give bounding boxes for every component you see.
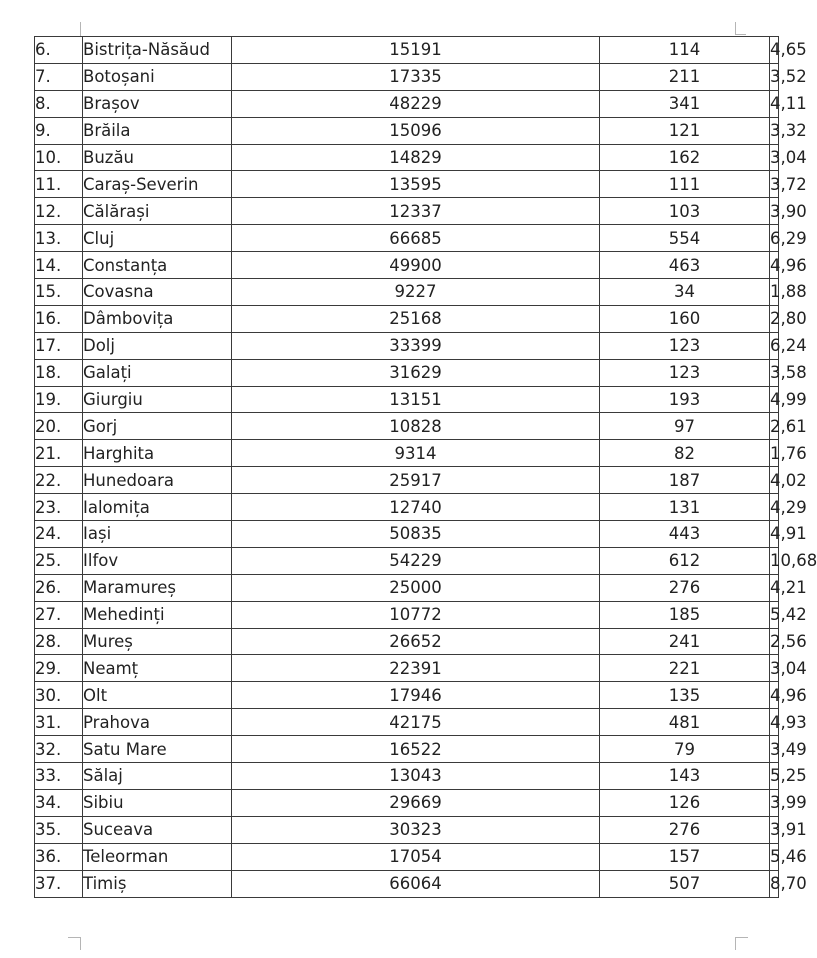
value-1-cell: 31629 (232, 359, 600, 386)
value-3-cell: 3,90 (770, 198, 779, 225)
value-1-cell: 48229 (232, 90, 600, 117)
value-1-cell: 10772 (232, 601, 600, 628)
table-row (35, 843, 779, 870)
value-1-cell: 25917 (232, 467, 600, 494)
value-3-cell: 1,88 (770, 279, 779, 306)
value-1-cell: 17946 (232, 682, 600, 709)
value-2-cell: 211 (600, 63, 770, 90)
page-corner-mark-bottom-right (735, 937, 748, 950)
value-2-cell: 162 (600, 144, 770, 171)
county-name-cell: Brașov (83, 90, 232, 117)
row-number-cell: 7. (35, 63, 83, 90)
county-name-cell: Prahova (83, 709, 232, 736)
value-3-cell: 6,29 (770, 225, 779, 252)
county-name-cell: Iași (83, 521, 232, 548)
county-name-cell: Teleorman (83, 843, 232, 870)
value-2-cell: 131 (600, 494, 770, 521)
county-name-cell: Dolj (83, 332, 232, 359)
table-row (35, 682, 779, 709)
row-number-cell: 36. (35, 843, 83, 870)
value-2-cell: 241 (600, 628, 770, 655)
value-1-cell: 9227 (232, 279, 600, 306)
value-2-cell: 160 (600, 305, 770, 332)
value-3-cell: 4,96 (770, 682, 779, 709)
county-name-cell: Timiș (83, 870, 232, 897)
county-name-cell: Harghita (83, 440, 232, 467)
county-name-cell: Constanța (83, 252, 232, 279)
value-3-cell: 3,04 (770, 144, 779, 171)
value-2-cell: 143 (600, 763, 770, 790)
value-2-cell: 481 (600, 709, 770, 736)
table-row (35, 252, 779, 279)
value-2-cell: 507 (600, 870, 770, 897)
row-number-cell: 11. (35, 171, 83, 198)
value-1-cell: 25000 (232, 574, 600, 601)
page-corner-mark-bottom-left (68, 937, 81, 950)
row-number-cell: 28. (35, 628, 83, 655)
table-row (35, 440, 779, 467)
value-3-cell: 4,02 (770, 467, 779, 494)
county-name-cell: Maramureș (83, 574, 232, 601)
table-row (35, 547, 779, 574)
row-number-cell: 14. (35, 252, 83, 279)
value-1-cell: 14829 (232, 144, 600, 171)
county-name-cell: Ialomița (83, 494, 232, 521)
value-1-cell: 22391 (232, 655, 600, 682)
table-row (35, 601, 779, 628)
table-row (35, 198, 779, 225)
value-1-cell: 25168 (232, 305, 600, 332)
value-1-cell: 9314 (232, 440, 600, 467)
county-name-cell: Neamț (83, 655, 232, 682)
table-body (35, 37, 817, 898)
value-3-cell: 2,80 (770, 305, 779, 332)
value-3-cell: 6,24 (770, 332, 779, 359)
value-1-cell: 17335 (232, 63, 600, 90)
value-1-cell: 13595 (232, 171, 600, 198)
row-number-cell: 17. (35, 332, 83, 359)
value-3-cell: 5,46 (770, 843, 779, 870)
row-number-cell: 16. (35, 305, 83, 332)
county-name-cell: Sălaj (83, 763, 232, 790)
row-number-cell: 30. (35, 682, 83, 709)
table-row (35, 655, 779, 682)
county-name-cell: Ilfov (83, 547, 232, 574)
value-2-cell: 126 (600, 789, 770, 816)
value-1-cell: 29669 (232, 789, 600, 816)
row-number-cell: 8. (35, 90, 83, 117)
value-2-cell: 135 (600, 682, 770, 709)
value-2-cell: 276 (600, 574, 770, 601)
table-row (35, 386, 779, 413)
table-row (35, 574, 779, 601)
county-data-table (34, 36, 817, 898)
county-name-cell: Mehedinți (83, 601, 232, 628)
value-3-cell: 10,68 (770, 547, 779, 574)
table-row (35, 144, 779, 171)
row-number-cell: 24. (35, 521, 83, 548)
row-number-cell: 27. (35, 601, 83, 628)
value-3-cell: 4,93 (770, 709, 779, 736)
county-name-cell: Sibiu (83, 789, 232, 816)
county-name-cell: Mureș (83, 628, 232, 655)
table-row (35, 171, 779, 198)
table-row (35, 628, 779, 655)
row-number-cell: 6. (35, 37, 83, 64)
county-name-cell: Satu Mare (83, 736, 232, 763)
value-2-cell: 187 (600, 467, 770, 494)
table-row (35, 870, 779, 897)
table-row (35, 494, 779, 521)
value-1-cell: 26652 (232, 628, 600, 655)
value-2-cell: 463 (600, 252, 770, 279)
value-2-cell: 114 (600, 37, 770, 64)
table-row (35, 763, 779, 790)
value-3-cell: 3,04 (770, 655, 779, 682)
table-row (35, 736, 779, 763)
value-3-cell: 4,99 (770, 386, 779, 413)
value-1-cell: 13043 (232, 763, 600, 790)
table-row (35, 467, 779, 494)
value-3-cell: 4,29 (770, 494, 779, 521)
table-row (35, 332, 779, 359)
county-name-cell: Buzău (83, 144, 232, 171)
value-3-cell: 3,91 (770, 816, 779, 843)
county-name-cell: Gorj (83, 413, 232, 440)
value-2-cell: 79 (600, 736, 770, 763)
value-1-cell: 10828 (232, 413, 600, 440)
table-row (35, 359, 779, 386)
row-number-cell: 29. (35, 655, 83, 682)
row-number-cell: 12. (35, 198, 83, 225)
row-number-cell: 33. (35, 763, 83, 790)
row-number-cell: 18. (35, 359, 83, 386)
table-row (35, 816, 779, 843)
row-number-cell: 19. (35, 386, 83, 413)
value-1-cell: 12337 (232, 198, 600, 225)
row-number-cell: 9. (35, 117, 83, 144)
table-row (35, 225, 779, 252)
row-number-cell: 22. (35, 467, 83, 494)
table-row (35, 521, 779, 548)
value-1-cell: 13151 (232, 386, 600, 413)
row-number-cell: 31. (35, 709, 83, 736)
value-2-cell: 82 (600, 440, 770, 467)
value-1-cell: 15191 (232, 37, 600, 64)
value-1-cell: 15096 (232, 117, 600, 144)
county-name-cell: Brăila (83, 117, 232, 144)
table-row (35, 413, 779, 440)
value-3-cell: 4,96 (770, 252, 779, 279)
row-number-cell: 35. (35, 816, 83, 843)
value-1-cell: 50835 (232, 521, 600, 548)
value-1-cell: 12740 (232, 494, 600, 521)
value-3-cell: 8,70 (770, 870, 779, 897)
table-row (35, 709, 779, 736)
row-number-cell: 21. (35, 440, 83, 467)
value-3-cell: 5,42 (770, 601, 779, 628)
value-1-cell: 66064 (232, 870, 600, 897)
value-2-cell: 185 (600, 601, 770, 628)
value-3-cell: 3,58 (770, 359, 779, 386)
value-3-cell: 4,21 (770, 574, 779, 601)
table-row (35, 37, 779, 64)
value-2-cell: 193 (600, 386, 770, 413)
value-3-cell: 3,49 (770, 736, 779, 763)
table-row (35, 789, 779, 816)
value-2-cell: 276 (600, 816, 770, 843)
value-3-cell: 4,11 (770, 90, 779, 117)
county-name-cell: Botoșani (83, 63, 232, 90)
value-3-cell: 4,65 (770, 37, 779, 64)
value-2-cell: 111 (600, 171, 770, 198)
value-3-cell: 5,25 (770, 763, 779, 790)
value-3-cell: 3,52 (770, 63, 779, 90)
value-1-cell: 54229 (232, 547, 600, 574)
value-2-cell: 221 (600, 655, 770, 682)
row-number-cell: 26. (35, 574, 83, 601)
value-2-cell: 123 (600, 332, 770, 359)
table-row (35, 279, 779, 306)
value-1-cell: 17054 (232, 843, 600, 870)
value-3-cell: 4,91 (770, 521, 779, 548)
value-1-cell: 30323 (232, 816, 600, 843)
value-3-cell: 2,56 (770, 628, 779, 655)
page-corner-mark-top-left (70, 22, 81, 37)
page-corner-mark-top-right (735, 22, 746, 35)
value-2-cell: 103 (600, 198, 770, 225)
value-2-cell: 341 (600, 90, 770, 117)
table-row (35, 117, 779, 144)
value-1-cell: 42175 (232, 709, 600, 736)
value-1-cell: 49900 (232, 252, 600, 279)
row-number-cell: 10. (35, 144, 83, 171)
table-row (35, 63, 779, 90)
value-3-cell: 2,61 (770, 413, 779, 440)
county-name-cell: Suceava (83, 816, 232, 843)
value-1-cell: 16522 (232, 736, 600, 763)
value-3-cell: 1,76 (770, 440, 779, 467)
row-number-cell: 15. (35, 279, 83, 306)
value-2-cell: 121 (600, 117, 770, 144)
value-1-cell: 33399 (232, 332, 600, 359)
value-1-cell: 66685 (232, 225, 600, 252)
value-2-cell: 612 (600, 547, 770, 574)
value-2-cell: 157 (600, 843, 770, 870)
value-2-cell: 123 (600, 359, 770, 386)
value-3-cell: 3,72 (770, 171, 779, 198)
value-2-cell: 443 (600, 521, 770, 548)
county-name-cell: Giurgiu (83, 386, 232, 413)
row-number-cell: 25. (35, 547, 83, 574)
value-3-cell: 3,99 (770, 789, 779, 816)
table-row (35, 305, 779, 332)
county-name-cell: Covasna (83, 279, 232, 306)
value-3-cell: 3,32 (770, 117, 779, 144)
county-name-cell: Caraș-Severin (83, 171, 232, 198)
value-2-cell: 554 (600, 225, 770, 252)
county-name-cell: Cluj (83, 225, 232, 252)
row-number-cell: 20. (35, 413, 83, 440)
county-name-cell: Călărași (83, 198, 232, 225)
value-2-cell: 97 (600, 413, 770, 440)
row-number-cell: 32. (35, 736, 83, 763)
row-number-cell: 23. (35, 494, 83, 521)
county-name-cell: Bistrița-Năsăud (83, 37, 232, 64)
county-name-cell: Galați (83, 359, 232, 386)
row-number-cell: 34. (35, 789, 83, 816)
county-name-cell: Hunedoara (83, 467, 232, 494)
county-name-cell: Olt (83, 682, 232, 709)
value-2-cell: 34 (600, 279, 770, 306)
table-row (35, 90, 779, 117)
row-number-cell: 13. (35, 225, 83, 252)
county-name-cell: Dâmbovița (83, 305, 232, 332)
row-number-cell: 37. (35, 870, 83, 897)
